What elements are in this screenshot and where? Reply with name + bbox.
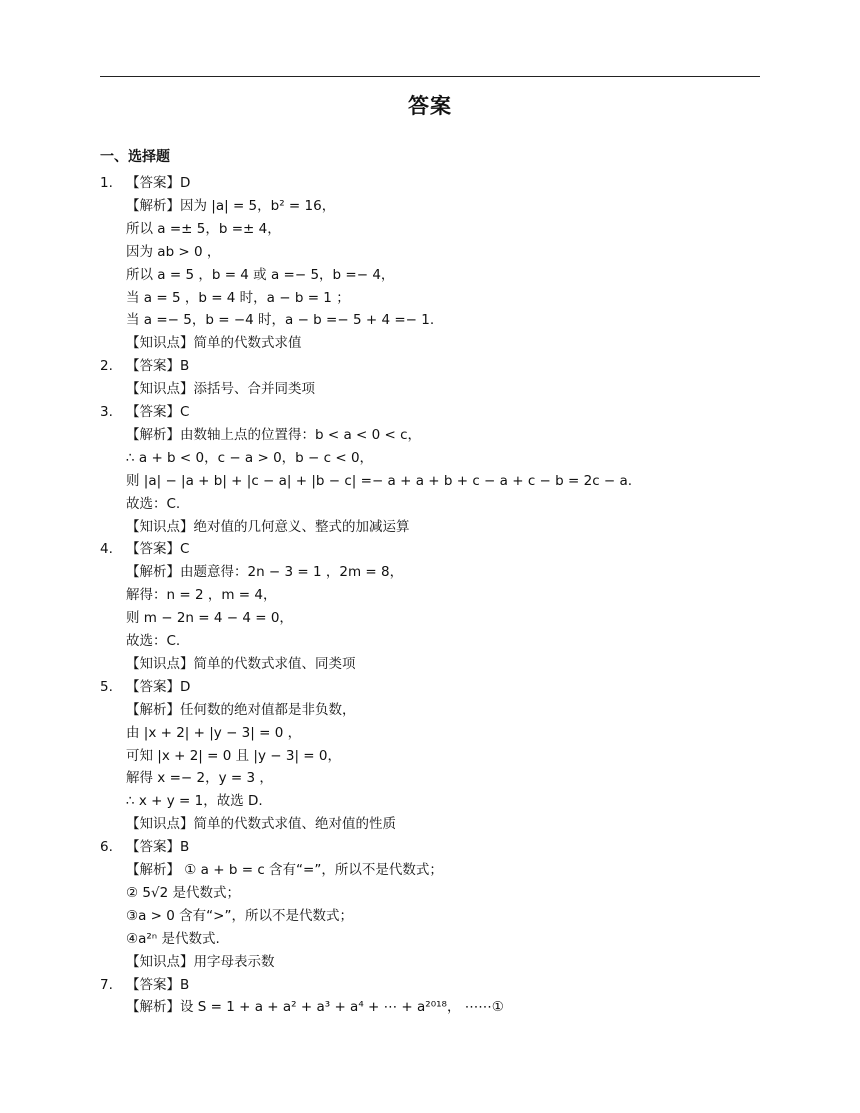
explanation-line: ∴ x + y = 1，故选 D.: [126, 793, 263, 810]
explanation-line: 【解析】因为 |a| = 5，b² = 16，: [126, 197, 336, 214]
explanation-line: 【解析】由数轴上点的位置得：b < a < 0 < c，: [126, 426, 422, 443]
explanation-line: ② 5√2 是代数式；: [126, 884, 240, 901]
question-number: 6.: [100, 839, 113, 856]
explanation-line: 【解析】设 S = 1 + a + a² + a³ + a⁴ + ⋯ + a²⁰¹⁸， ⋯⋯①: [126, 999, 504, 1016]
explanation-line: ④a²ⁿ 是代数式.: [126, 930, 220, 947]
explanation-line: 【知识点】简单的代数式求值、同类项: [126, 655, 356, 672]
explanation-line: ∴ a + b < 0，c − a > 0，b − c < 0，: [126, 449, 374, 466]
explanation-line: ③a > 0 含有“>”，所以不是代数式；: [126, 907, 353, 924]
question-number: 2.: [100, 358, 113, 375]
explanation-line: 【知识点】简单的代数式求值、绝对值的性质: [126, 816, 396, 833]
explanation-line: 当 a =− 5，b = −4 时，a − b =− 5 + 4 =− 1.: [126, 312, 435, 329]
explanation-line: 因为 ab > 0 ，: [126, 243, 221, 260]
explanation-line: 所以 a = 5 ，b = 4 或 a =− 5，b =− 4，: [126, 266, 395, 283]
answer-line: 【答案】B: [126, 358, 190, 375]
explanation-line: 【解析】任何数的绝对值都是非负数，: [126, 701, 356, 718]
explanation-line: 则 |a| − |a + b| + |c − a| + |b − c| =− a + a + b + c − a + c − b = 2c − a.: [126, 472, 633, 489]
answer-line: 【答案】C: [126, 541, 190, 558]
explanation-line: 【知识点】简单的代数式求值: [126, 335, 302, 352]
explanation-line: 【知识点】绝对值的几何意义、整式的加减运算: [126, 518, 410, 535]
explanation-line: 解得 x =− 2，y = 3 ，: [126, 770, 273, 787]
answer-line: 【答案】D: [126, 175, 191, 191]
explanation-line: 故选：C.: [126, 495, 181, 512]
page-title: 答案: [408, 94, 452, 118]
explanation-line: 【解析】 ① a + b = c 含有“=”，所以不是代数式；: [126, 862, 443, 878]
explanation-line: 所以 a =± 5，b =± 4，: [126, 220, 281, 237]
explanation-line: 【知识点】用字母表示数: [126, 953, 275, 970]
question-number: 4.: [100, 541, 113, 558]
answer-line: 【答案】C: [126, 404, 190, 420]
explanation-line: 【解析】由题意得：2n − 3 = 1 ，2m = 8，: [126, 564, 404, 581]
explanation-line: 【知识点】添括号、合并同类项: [126, 381, 315, 398]
question-number: 5.: [100, 678, 113, 695]
answer-line: 【答案】D: [126, 678, 191, 695]
question-number: 7.: [100, 976, 113, 993]
section-heading: 一、选择题: [100, 149, 170, 165]
explanation-line: 由 |x + 2| + |y − 3| = 0 ，: [126, 724, 302, 741]
answer-line: 【答案】B: [126, 839, 190, 856]
explanation-line: 解得：n = 2 ，m = 4，: [126, 587, 277, 604]
top-divider: [100, 76, 760, 77]
answer-line: 【答案】B: [126, 976, 190, 993]
explanation-line: 可知 |x + 2| = 0 且 |y − 3| = 0，: [126, 747, 341, 764]
question-number: 1.: [100, 175, 113, 191]
explanation-line: 故选：C.: [126, 633, 181, 649]
question-number: 3.: [100, 404, 113, 420]
explanation-line: 当 a = 5 ，b = 4 时，a − b = 1 ；: [126, 289, 350, 306]
explanation-line: 则 m − 2n = 4 − 4 = 0，: [126, 610, 293, 627]
